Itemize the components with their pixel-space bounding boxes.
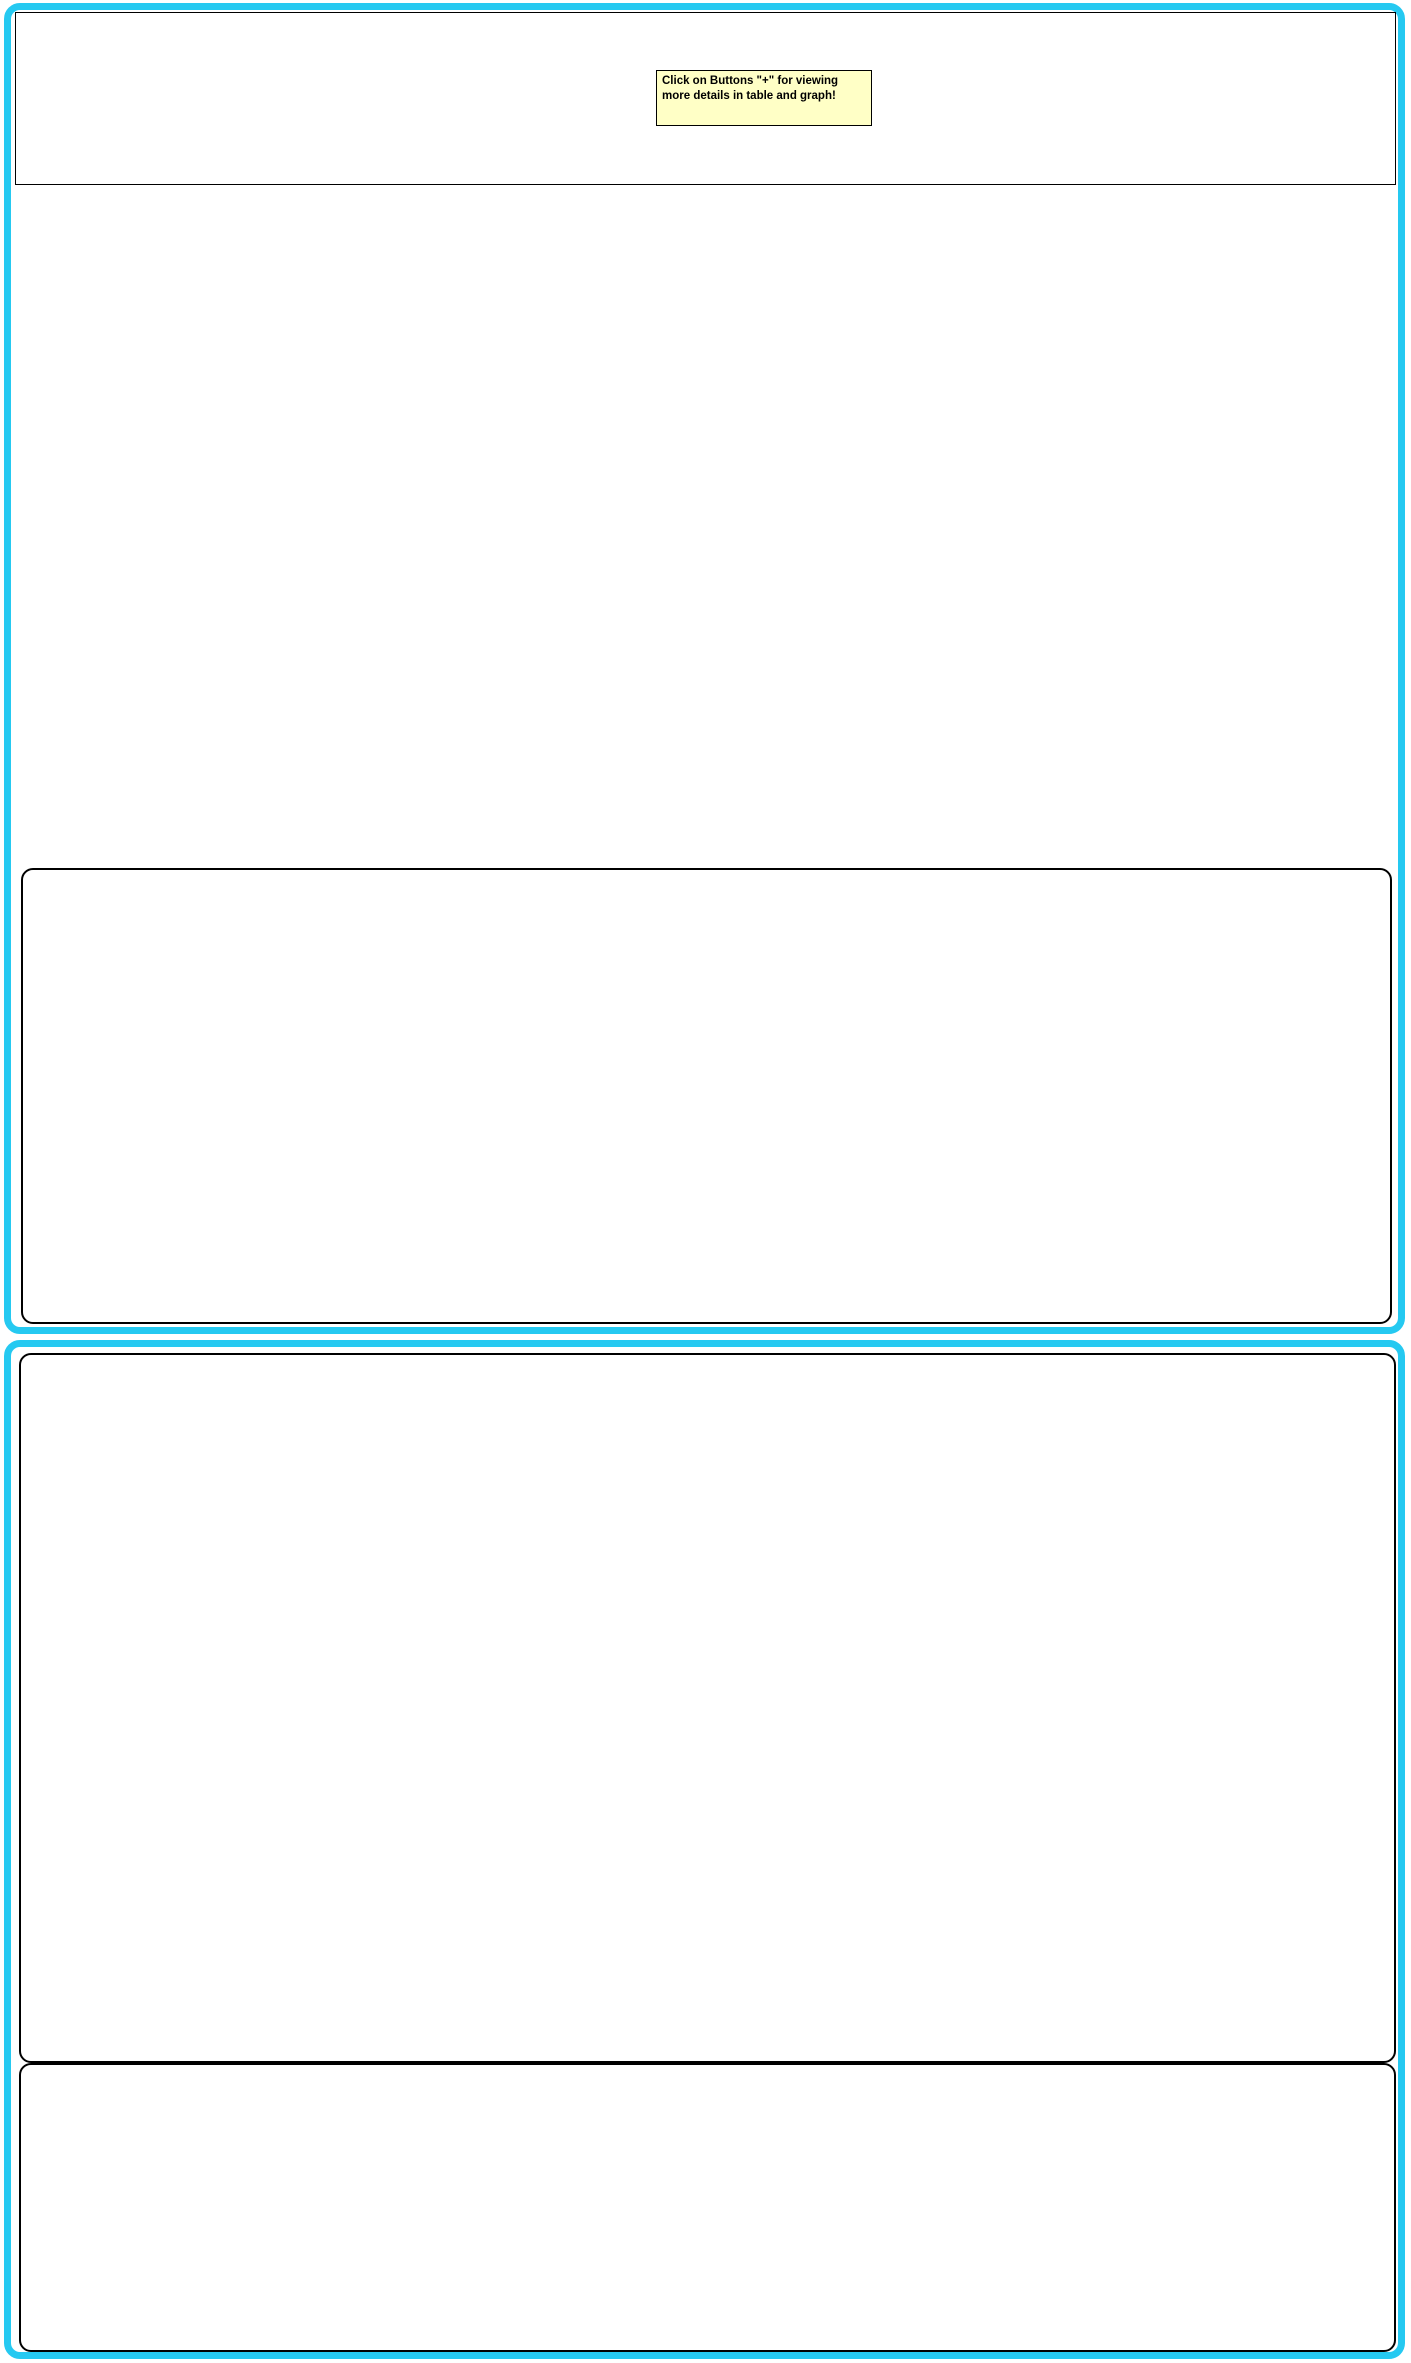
patient-header <box>15 12 1396 185</box>
top-section <box>4 3 1405 1334</box>
zielbereich-panel <box>21 868 1392 1324</box>
verlaufsgrafik-chart <box>21 1355 1390 2057</box>
verlaufsgrafik-panel <box>19 1353 1396 2063</box>
basalraten-panel <box>19 2063 1396 2352</box>
basalraten-chart <box>21 2065 1390 2346</box>
bottom-section <box>4 1340 1405 2359</box>
hint-tooltip: Click on Buttons "+" for viewing more details in table and graph! <box>656 70 872 126</box>
zielbereich-chart <box>23 870 1386 1318</box>
